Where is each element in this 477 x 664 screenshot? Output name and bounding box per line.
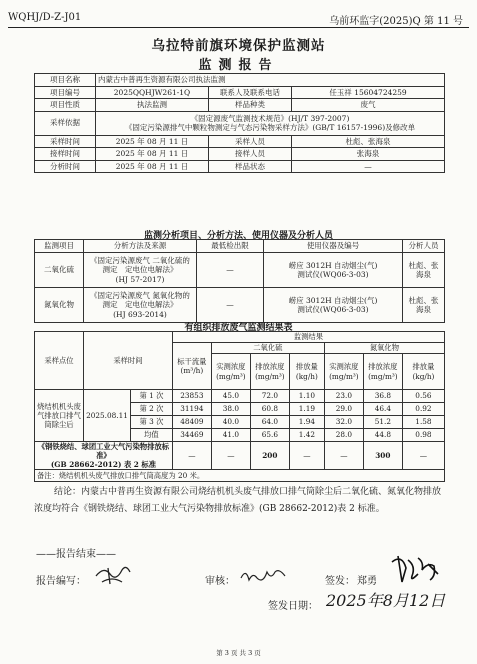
method-line: 测定 定电位电解法》 [102,265,178,275]
cell-nox-m: 29.0 [324,403,363,416]
instrument-line: 崂应 3012H 自动烟尘(气) [288,295,378,305]
sample-state-label: 样品状态 [209,160,292,173]
cell-nox-c: 44.8 [363,429,402,442]
so2-converted-header: 排放浓度(mg/m³) [250,354,289,390]
project-no-label: 项目编号 [35,86,96,99]
cell-so2-r: 1.94 [289,416,324,429]
cell-so2-r: 1.10 [289,390,324,403]
cell-nox-r: 1.58 [402,416,444,429]
cell-so2-r: 1.42 [289,429,324,442]
contact: 任玉祥 15604724259 [292,86,445,99]
run-label: 第 3 次 [131,416,173,429]
reviewer-signature [238,564,288,586]
cell-nox-c: 36.8 [363,390,402,403]
detection-limit: — [197,288,264,323]
cell-so2-m: 45.0 [211,390,250,403]
cell-nox-m: 23.0 [324,390,363,403]
std-nox-m: — [324,442,363,470]
instrument-line: 测试仪(WQ06-3-03) [297,305,369,314]
std-so2-limit: 200 [250,442,289,470]
standard-line: (GB 28662-2012) 表 2 标准 [50,460,156,470]
issue-date-handwritten: 2025年8月12日 [326,591,446,610]
table-row [35,253,445,288]
issue-date-label: 签发日期： [268,601,318,612]
table-row [35,288,445,323]
nox-measured-header: 实测浓度(mg/m³) [324,354,363,390]
method-line: 测定 定电位电解法》 [102,300,178,310]
sample-time-label: 采样时间 [35,135,96,148]
std-flow: — [172,442,211,470]
methods-section-title: 监测分析项目、分析方法、使用仪器及分析人员 [143,231,333,241]
standard-row [35,442,445,470]
run-label: 均值 [131,429,173,442]
cell-nox-r: 0.56 [402,390,444,403]
cell-so2-c: 72.0 [250,390,289,403]
analysis-time-label: 分析时间 [35,160,96,173]
cell-flow: 34469 [172,429,211,442]
methods-table [34,239,445,323]
conclusion-text: 结论：内蒙古中普再生资源有限公司烧结机机头废气排放口排气筒除尘后二氧化硫、氮氧化物排放浓度均符合《钢铁烧结、球团工业大气污染物排放标准》(GB 28662-2012)表 2 标准。 [34,487,442,514]
cell-so2-m: 41.0 [211,429,250,442]
point-header: 采样点位 [35,332,84,390]
page-footer: 第 3 页 共 3 页 [216,649,261,657]
run-label: 第 1 次 [131,390,173,403]
project-name-label: 项目名称 [35,74,96,87]
nox-rate-header: 排放量(kg/h) [402,354,444,390]
method-source [84,253,197,288]
receiver-label: 接样人员 [209,148,292,161]
sample-state: — [292,160,445,173]
report-end: ——报告结束—— [36,549,116,560]
time-header: 采样时间 [84,332,173,390]
instrument [264,253,403,288]
sampler: 杜彪、张海泉 [292,135,445,148]
cell-flow: 48409 [172,416,211,429]
analyst: 杜彪、张海泉 [403,288,445,323]
cell-so2-m: 38.0 [211,403,250,416]
cell-nox-c: 51.2 [363,416,402,429]
basis-line-1: 《固定源废气监测技术规范》(HJ/T 397-2007) [190,113,350,123]
results-note: 备注：烧结机机头废气排放口排气筒高度为 20 米。 [35,470,445,482]
so2-measured-header: 实测浓度(mg/m³) [211,354,250,390]
project-info-table [34,73,445,173]
results-header: 监测结果 [172,332,444,343]
so2-header: 二氧化硫 [211,343,324,354]
contact-label: 联系人及联系电话 [209,86,292,99]
receive-time-label: 接样时间 [35,148,96,161]
writer-signature [92,562,136,588]
cell-so2-r: 1.19 [289,403,324,416]
methods-header: 最低检出限 [197,240,264,253]
report-title: 监测报告 [198,58,279,73]
sample-type: 废气 [292,99,445,112]
method-line: (HJ 693-2014) [113,309,167,319]
receive-time: 2025 年 08 月 11 日 [96,148,209,161]
run-label: 第 2 次 [131,403,173,416]
instrument [264,288,403,323]
std-so2-m: — [211,442,250,470]
flow-header: 标干流量(m³/h) [172,343,211,390]
std-so2-r: — [289,442,324,470]
detection-limit: — [197,253,264,288]
basis-line-2: 《固定污染源排气中颗粒物测定与气态污染物采样方法》(GB/T 16157-1996)及修改单 [124,123,416,132]
std-nox-limit: 300 [363,442,402,470]
method-line: 《固定污染源废气 二氧化硫的 [90,255,190,265]
methods-header: 分析方法及来源 [84,240,197,253]
doc-code: WQHJ/D-Z-J01 [8,12,82,23]
issuer-label: 签发： [325,576,355,587]
results-section-title: 有组织排放废气监测结果表 [184,323,293,333]
cell-so2-c: 64.0 [250,416,289,429]
issuer-signature [388,552,444,586]
analyst: 杜彪、张海泉 [403,253,445,288]
methods-header: 分析人员 [403,240,445,253]
standard-line: 《钢铁烧结、球团工业大气污染物排放标准》 [37,442,170,461]
nature: 执法监测 [96,99,209,112]
cell-nox-c: 46.4 [363,403,402,416]
nature-label: 项目性质 [35,99,96,112]
issuer-name: 郑勇 [357,576,377,587]
report-number: 乌前环监字(2025)Q 第 11 号 [329,16,463,27]
method-item: 氮氧化物 [35,288,84,323]
sample-type-label: 样品种类 [209,99,292,112]
methods-header: 使用仪器及编号 [264,240,403,253]
instrument-line: 测试仪(WQ06-3-03) [297,270,369,279]
sample-time: 2025 年 08 月 11 日 [96,135,209,148]
sampling-point: 烧结机机头废气排放口排气筒除尘后 [35,390,84,442]
station-title: 乌拉特前旗环境保护监测站 [151,38,326,54]
sampler-label: 采样人员 [209,135,292,148]
standard-name [35,442,173,470]
analysis-time: 2025 年 08 月 11 日 [96,160,209,173]
instrument-line: 崂应 3012H 自动烟尘(气) [288,260,378,270]
cell-nox-m: 32.0 [324,416,363,429]
methods-header: 监测项目 [35,240,84,253]
reviewer-label: 审核： [205,576,235,587]
cell-flow: 31194 [172,403,211,416]
results-table [34,331,445,482]
cell-nox-m: 28.0 [324,429,363,442]
cell-so2-m: 40.0 [211,416,250,429]
cell-so2-c: 60.8 [250,403,289,416]
basis-label: 采样依据 [35,111,96,135]
cell-so2-c: 65.6 [250,429,289,442]
project-name: 内蒙古中普再生资源有限公司执法监测 [96,74,445,87]
method-line: 《固定污染源废气 氮氧化物的 [90,290,190,300]
cell-nox-r: 0.98 [402,429,444,442]
std-nox-r: — [402,442,444,470]
method-line: (HJ 57-2017) [115,274,165,284]
basis-text [96,111,445,135]
header-divider [8,27,469,28]
receiver: 张海泉 [292,148,445,161]
nox-converted-header: 排放浓度(mg/m³) [363,354,402,390]
method-source [84,288,197,323]
project-no: 2025QQHJW261-1Q [96,86,209,99]
method-item: 二氧化硫 [35,253,84,288]
sampling-date: 2025.08.11 [84,390,131,442]
cell-flow: 23853 [172,390,211,403]
so2-rate-header: 排放量(kg/h) [289,354,324,390]
nox-header: 氮氧化物 [324,343,444,354]
cell-nox-r: 0.92 [402,403,444,416]
table-row [35,390,445,403]
writer-label: 报告编写： [36,576,86,587]
